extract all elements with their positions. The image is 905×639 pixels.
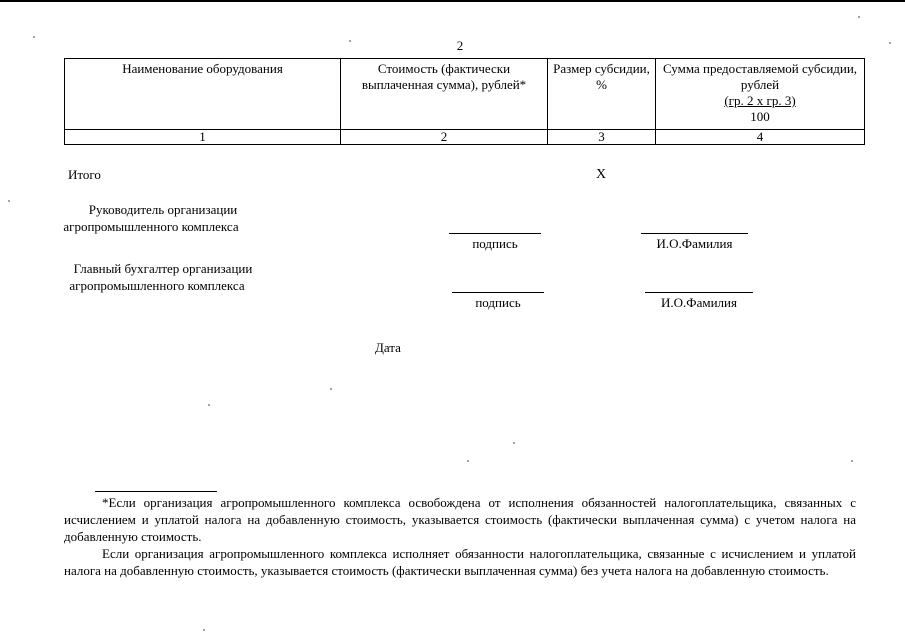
scan-speck — [349, 40, 351, 42]
scan-top-edge-line — [0, 0, 905, 2]
scan-speck — [330, 388, 332, 390]
director-title-line2: агропромышленного комплекса — [63, 219, 239, 234]
director-signature-line — [449, 233, 541, 234]
director-signature-caption: подпись — [472, 236, 518, 251]
column-number-row — [65, 130, 865, 145]
accountant-title-line2: агропромышленного комплекса — [69, 278, 245, 293]
scan-speck — [33, 36, 35, 38]
header-subsidy-rate: Размер субсидии, % — [548, 59, 656, 130]
accountant-name-line — [645, 292, 753, 293]
header-subsidy-divisor: 100 — [750, 109, 770, 124]
director-name-line — [641, 233, 748, 234]
column-number: 1 — [65, 130, 341, 145]
footnote-paragraph-2: Если организация агропромышленного комплекса исполняет обязанности налогоплательщика, связанные с исчислением и уплатой налога на добавленную стоимость, указывается стоимость (фактически выплаченная сумма) без учета налога на добавленную стоимость. — [64, 546, 856, 578]
accountant-title-line1: Главный бухгалтер организации — [73, 261, 253, 276]
director-name-caption: И.О.Фамилия — [656, 236, 733, 251]
scan-speck — [851, 460, 853, 462]
header-subsidy-amount — [656, 59, 865, 130]
director-title — [48, 201, 278, 235]
scan-speck — [203, 629, 205, 631]
footnote-separator — [95, 491, 217, 492]
column-number: 2 — [341, 130, 548, 145]
scan-speck — [889, 42, 891, 44]
equipment-subsidy-table — [64, 58, 865, 145]
accountant-signature-caption: подпись — [475, 295, 521, 310]
total-x-mark: Х — [596, 167, 607, 182]
page-number: 2 — [456, 38, 464, 53]
header-equipment-name: Наименование оборудования — [65, 59, 341, 130]
footnote-paragraph-1: *Если организация агропромышленного комплекса освобождена от исполнения обязанностей налогоплательщика, связанных с исчислением и уплатой налога на добавленную стоимость, указывается стоимость (фактически выплаченная сумма) с учетом налога на добавленную стоимость. — [64, 495, 856, 544]
header-subsidy-amount-label: Сумма предоставляемой субсидии, рублей — [662, 61, 858, 92]
accountant-title — [48, 260, 278, 294]
total-label: Итого — [68, 167, 101, 182]
scan-speck — [8, 200, 10, 202]
scan-speck — [467, 460, 469, 462]
table-header-row — [65, 59, 865, 130]
scan-speck — [208, 404, 210, 406]
date-label: Дата — [375, 340, 401, 355]
column-number: 3 — [548, 130, 656, 145]
column-number: 4 — [656, 130, 865, 145]
accountant-name-caption: И.О.Фамилия — [661, 295, 737, 310]
director-title-line1: Руководитель организации — [88, 202, 238, 217]
header-cost: Стоимость (фактически выплаченная сумма), рублей* — [341, 59, 548, 130]
scan-speck — [858, 16, 860, 18]
footnote — [64, 494, 856, 579]
header-subsidy-formula: (гр. 2 х гр. 3) — [724, 93, 796, 108]
scan-speck — [513, 442, 515, 444]
accountant-signature-line — [452, 292, 544, 293]
